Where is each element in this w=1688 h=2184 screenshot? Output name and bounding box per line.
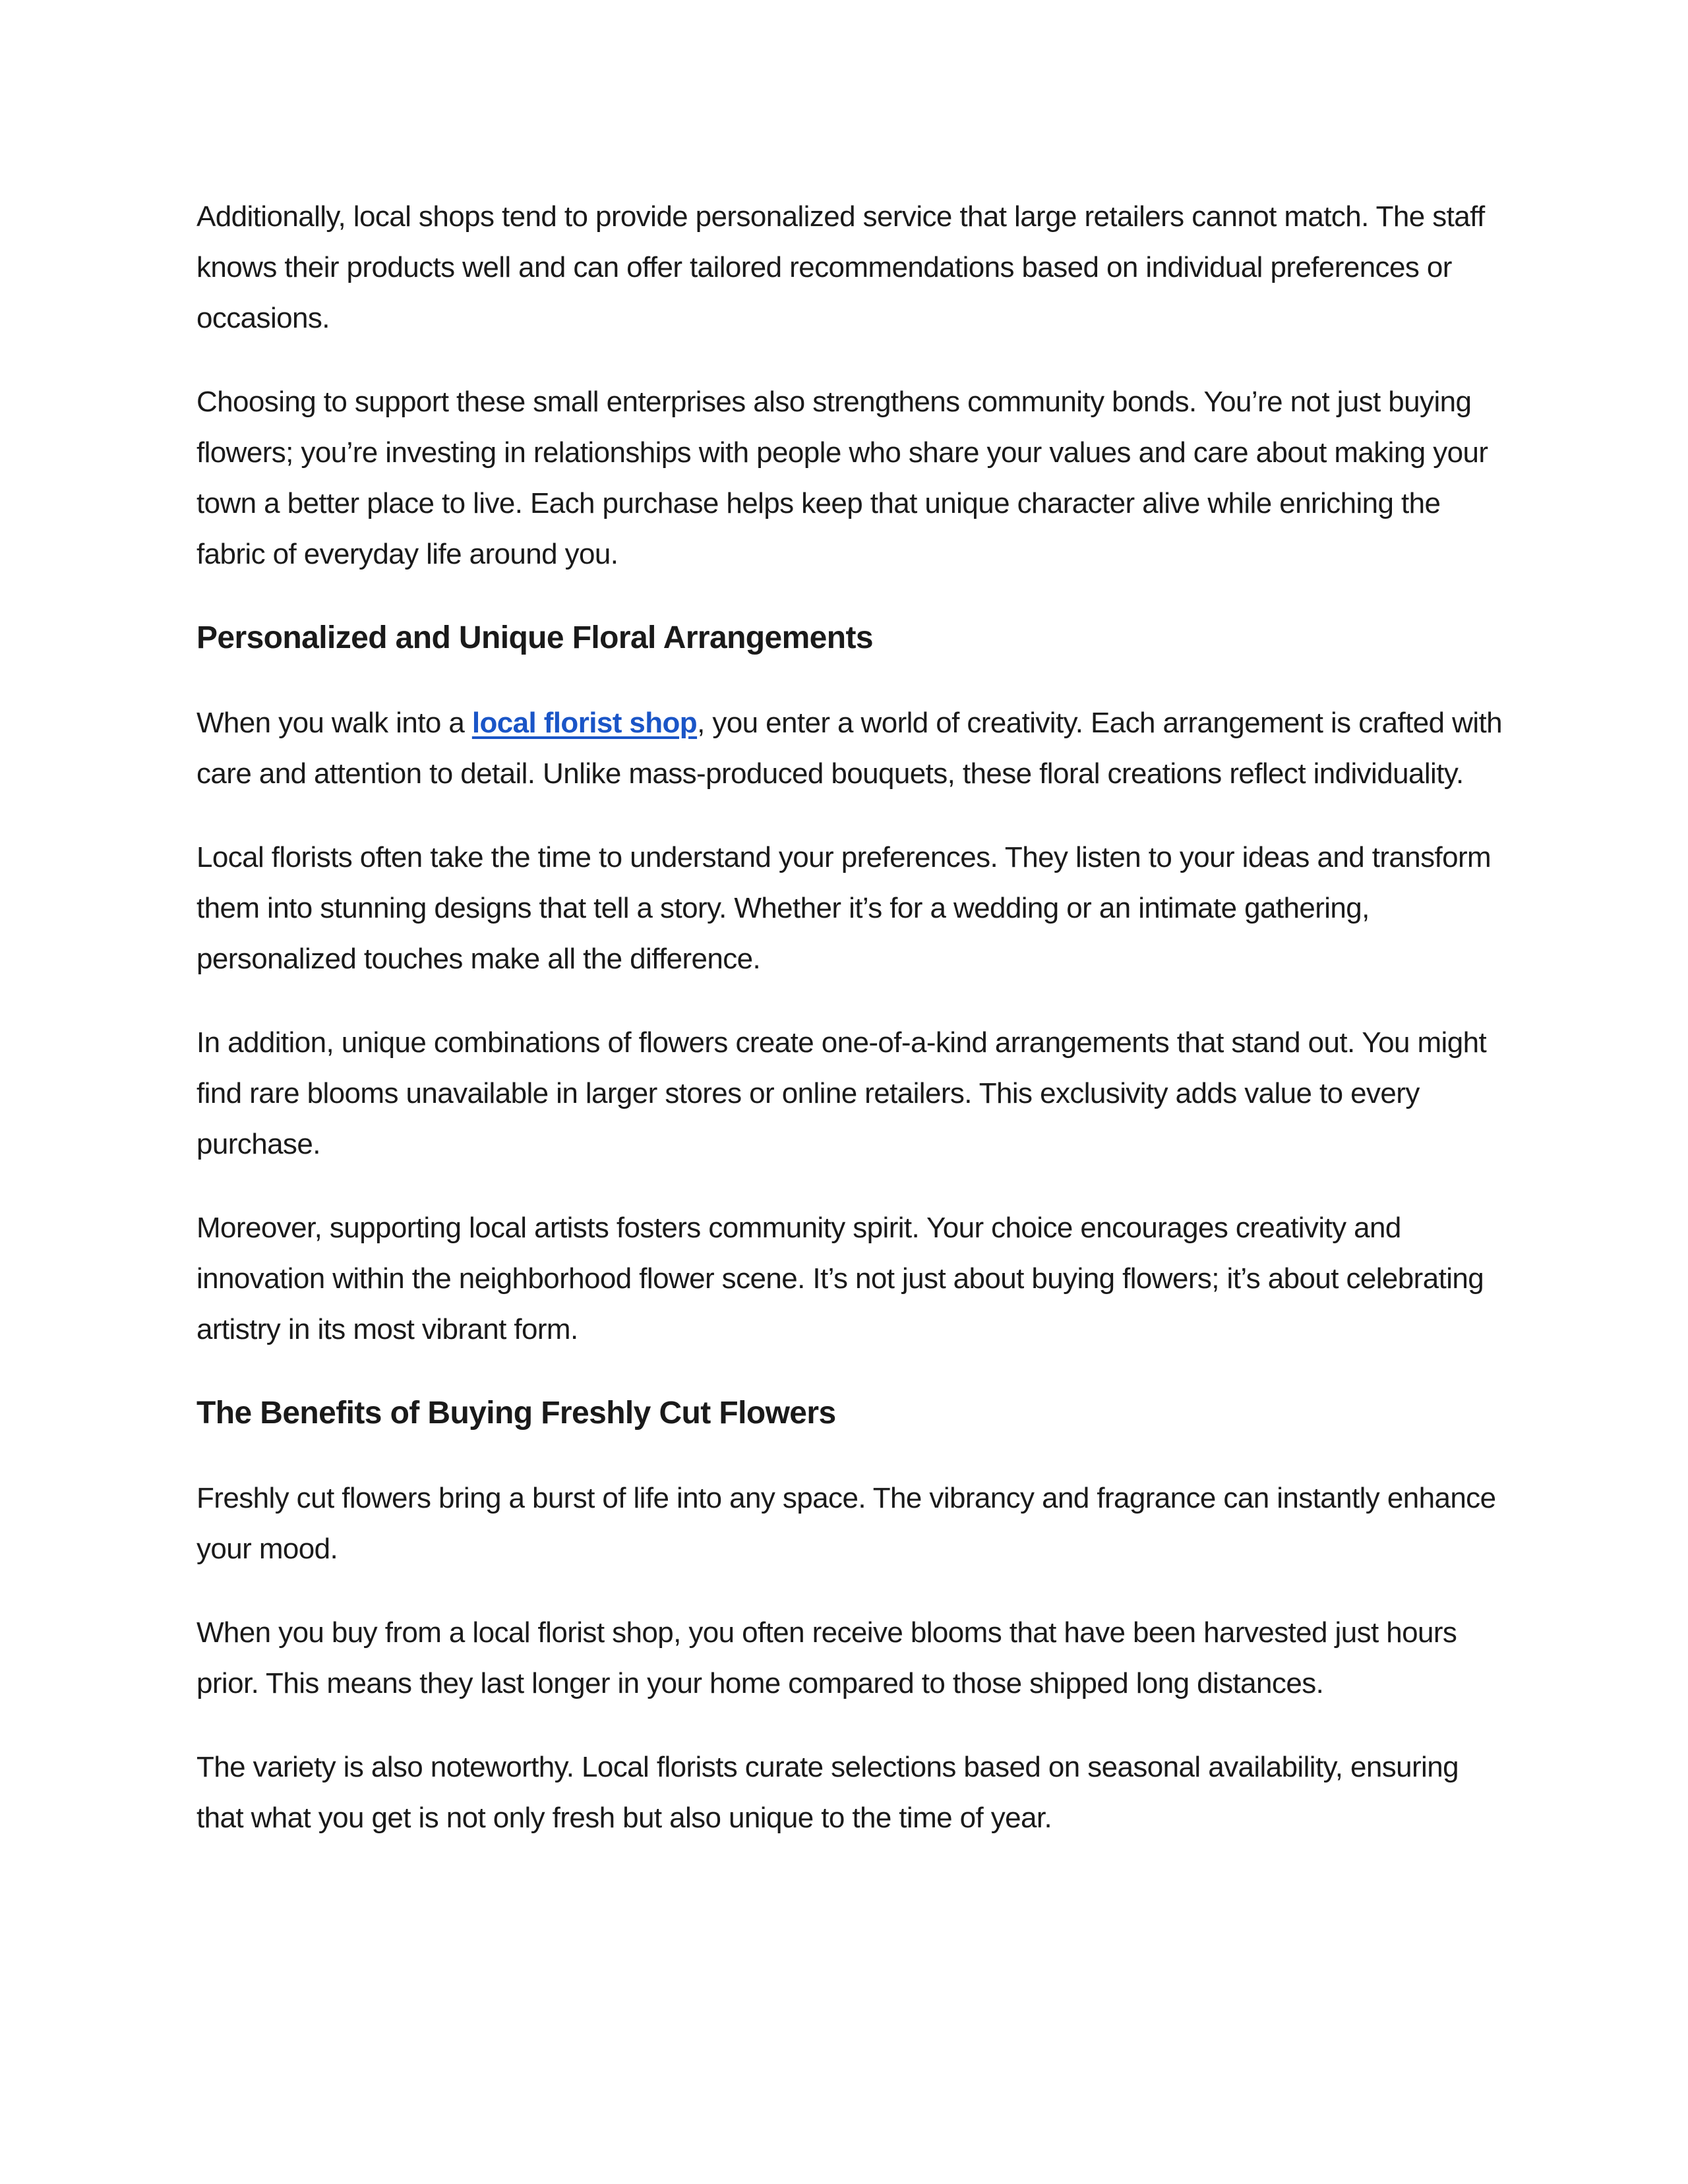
paragraph-harvested-hours-prior: When you buy from a local florist shop, you often receive blooms that have been harvested just hours prior. This means they last longer in your home compared to those shipped long distances. <box>196 1616 1457 1699</box>
paragraph-local-shops-service: Additionally, local shops tend to provide personalized service that large retailers cannot match. The staff knows their products well and can offer tailored recommendations based on individual preferences or occasions. <box>196 200 1485 334</box>
paragraph-understand-preferences: Local florists often take the time to understand your preferences. They listen to your ideas and transform them into stunning designs that tell a story. Whether it’s for a wedding or an intimate gathering, personalized touches make all the difference. <box>196 841 1492 975</box>
paragraph-seasonal-variety: The variety is also noteworthy. Local florists curate selections based on seasonal availability, ensuring that what you get is not only fresh but also unique to the time of year. <box>196 1751 1459 1834</box>
heading-personalized-arrangements: Personalized and Unique Floral Arrangements <box>196 620 873 655</box>
paragraph-unique-combinations: In addition, unique combinations of flowers create one-of-a-kind arrangements that stand out. You might find rare blooms unavailable in larger stores or online retailers. This exclusivity adds value to every purchase. <box>196 1026 1487 1160</box>
paragraph-text-before-link: When you walk into a <box>196 707 472 739</box>
paragraph-walk-into-shop <box>196 697 1509 799</box>
heading-fresh-cut-benefits: The Benefits of Buying Freshly Cut Flowers <box>196 1396 836 1431</box>
paragraph-community-bonds: Choosing to support these small enterprises also strengthens community bonds. You’re not just buying flowers; you’re investing in relationships with people who share your values and care about making your town a better place to live. Each purchase helps keep that unique character alive while enriching the fabric of everyday life around you. <box>196 386 1488 570</box>
paragraph-burst-of-life: Freshly cut flowers bring a burst of life into any space. The vibrancy and fragrance can instantly enhance your mood. <box>196 1482 1496 1565</box>
paragraph-text-after-link: , you enter a world of creativity. Each arrangement is crafted with care and attention to detail. Unlike mass-produced bouquets, these floral creations reflect individuality. <box>196 707 1502 790</box>
article-body <box>196 191 1509 1876</box>
local-florist-shop-link[interactable]: local florist shop <box>471 707 698 739</box>
paragraph-community-spirit: Moreover, supporting local artists fosters community spirit. Your choice encourages creativity and innovation within the neighborhood flower scene. It’s not just about buying flowers; it’s about celebrating artistry in its most vibrant form. <box>196 1212 1484 1345</box>
